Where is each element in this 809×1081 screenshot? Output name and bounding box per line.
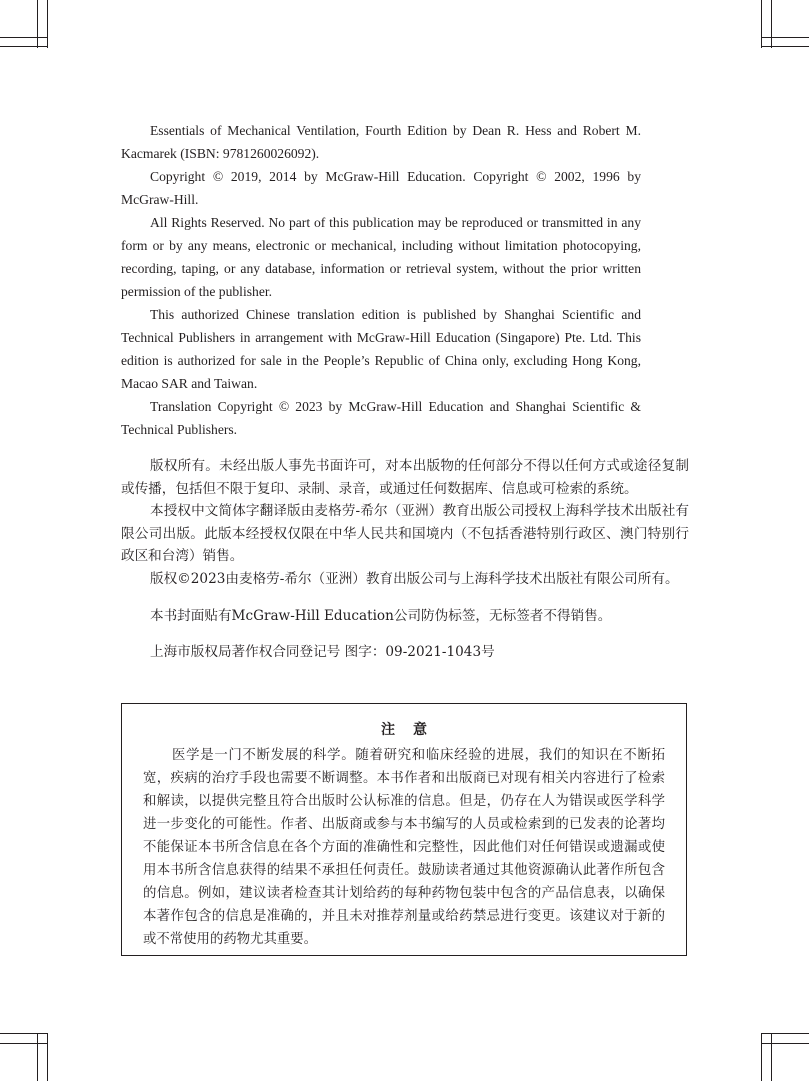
english-copyright-block bbox=[121, 119, 641, 441]
cn-translation-authorization: 本授权中文简体字翻译版由麦格劳-希尔（亚洲）教育出版公司授权上海科学技术出版社有限公司出版。此版本经授权仅限在中华人民共和国境内（不包括香港特别行政区、澳门特别行政区和台湾）销售。 bbox=[121, 503, 689, 565]
rights-reserved: All Rights Reserved. No part of this publication may be reproduced or transmitted in any form or by any means, electronic or mechanical, including without limitation photocopying, recording, taping, or any database, information or retrieval system, without the prior written permission of the publisher. bbox=[121, 215, 641, 299]
translation-authorization: This authorized Chinese translation edition is published by Shanghai Scientific and Technical Publishers in arrangement with McGraw-Hill Education (Singapore) Pte. Ltd. This edition is authorized for sale in the People’s Republic of China only, excluding Hong Kong, Macao SAR and Taiwan. bbox=[121, 307, 641, 391]
cn-registration-number: 上海市版权局著作权合同登记号 图字：09-2021-1043号 bbox=[150, 644, 495, 661]
translation-copyright: Translation Copyright © 2023 by McGraw-Hill Education and Shanghai Scientific & Technical Publishers. bbox=[121, 399, 641, 437]
chinese-copyright-block bbox=[121, 455, 689, 664]
notice-title: 注意 bbox=[381, 722, 445, 738]
notice-box bbox=[121, 703, 687, 956]
copyright-line: Copyright © 2019, 2014 by McGraw-Hill Education. Copyright © 2002, 1996 by McGraw-Hill. bbox=[121, 169, 641, 207]
book-citation: Essentials of Mechanical Ventilation, Fourth Edition by Dean R. Hess and Robert M. Kacmarek (ISBN: 9781260026092). bbox=[121, 123, 641, 161]
cn-rights-reserved: 版权所有。未经出版人事先书面许可，对本出版物的任何部分不得以任何方式或途径复制或传播，包括但不限于复印、录制、录音，或通过任何数据库、信息或可检索的系统。 bbox=[121, 458, 689, 497]
cn-copyright-line: 版权©2023由麦格劳-希尔（亚洲）教育出版公司与上海科学技术出版社有限公司所有。 bbox=[150, 570, 679, 587]
cn-anti-counterfeit-label: 本书封面贴有McGraw-Hill Education公司防伪标签，无标签者不得销售。 bbox=[150, 607, 612, 624]
notice-body: 医学是一门不断发展的科学。随着研究和临床经验的进展，我们的知识在不断拓宽，疾病的治疗手段也需要不断调整。本书作者和出版商已对现有相关内容进行了检索和解读，以提供完整且符合出版时公认标准的信息。但是，仍存在人为错误或医学科学进一步变化的可能性。作者、出版商或参与本书编写的人员或检索到的已发表的论著均不能保证本书所含信息在各个方面的准确性和完整性，因此他们对任何错误或遗漏或使用本书所含信息获得的结果不承担任何责任。鼓励读者通过其他资源确认此著作所包含的信息。例如，建议读者检查其计划给药的每种药物包装中包含的产品信息表，以确保本著作包含的信息是准确的，并且未对推荐剂量或给药禁忌进行变更。该建议对于新的或不常使用的药物尤其重要。 bbox=[143, 748, 665, 947]
